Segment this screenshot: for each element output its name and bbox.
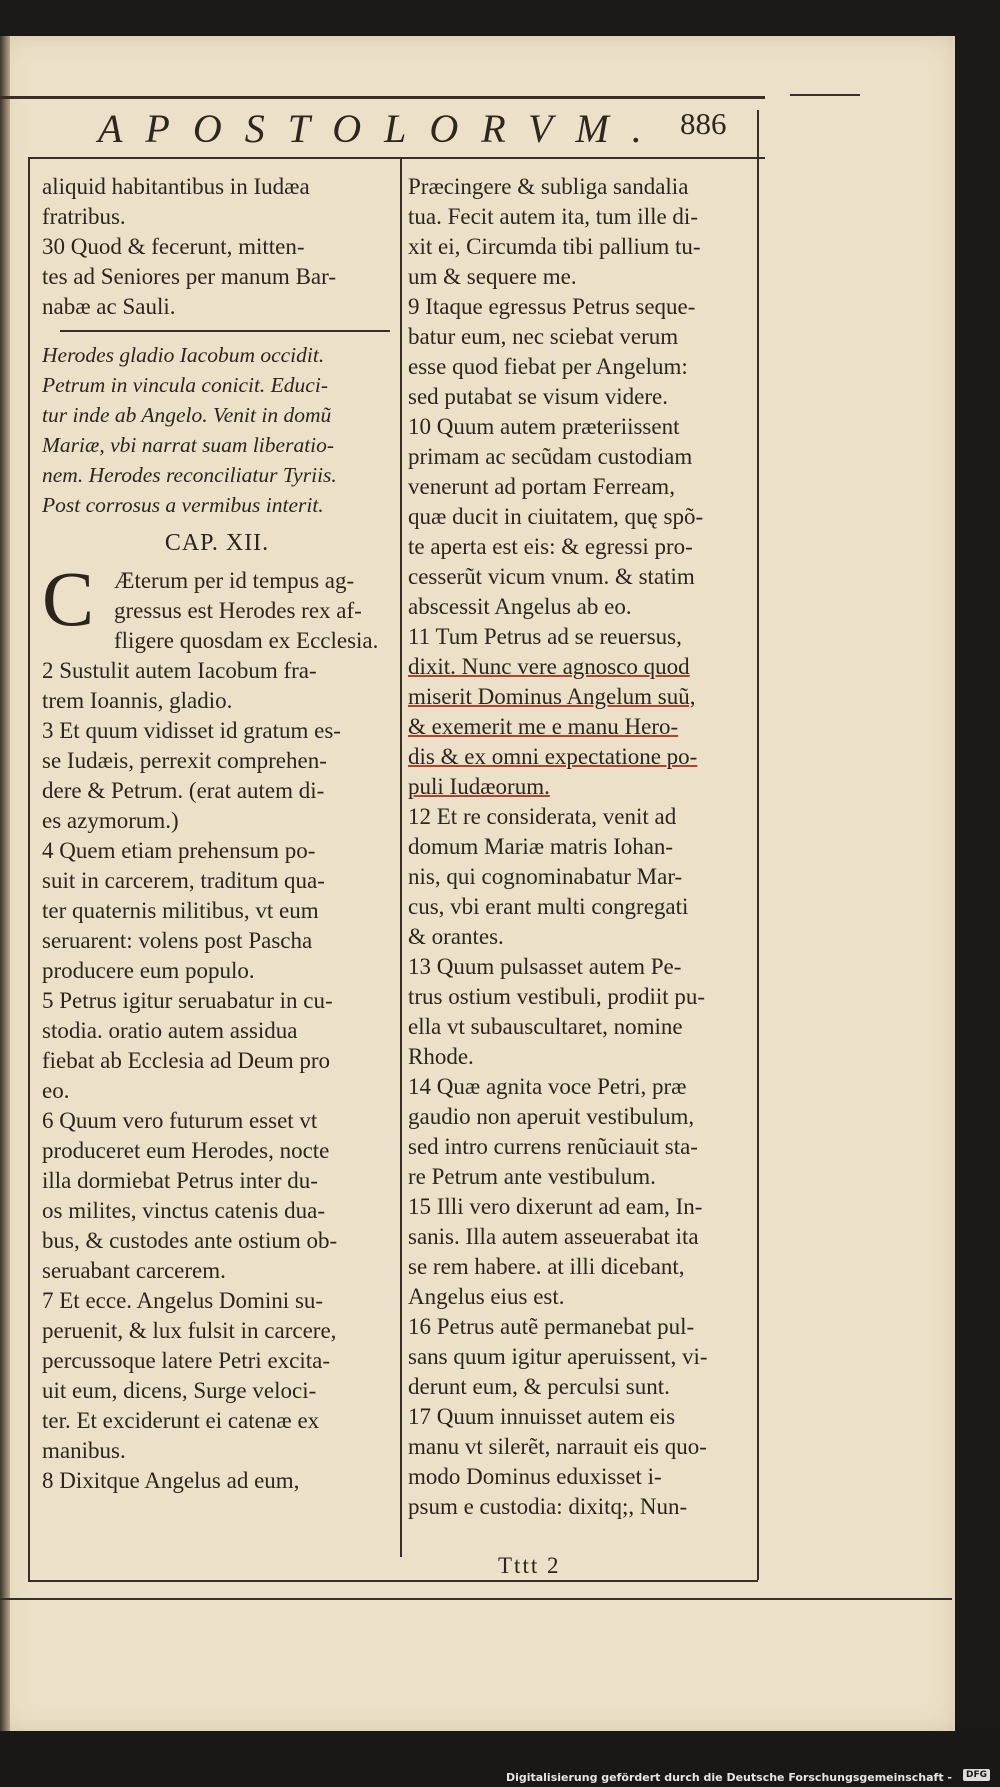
header-rule-right [790, 94, 860, 96]
text-line: 17 Quum innuisset autem eis [408, 1404, 676, 1429]
text-line: Post corrosus a vermibus interit. [42, 493, 324, 517]
text-line: 14 Quæ agnita voce Petri, præ [408, 1074, 687, 1099]
text-line: se rem habere. at illi dicebant, [408, 1254, 685, 1279]
text-line: os milites, vinctus catenis dua- [42, 1198, 325, 1223]
dfg-logo: DFG [963, 1769, 990, 1781]
text-line: gaudio non aperuit vestibulum, [408, 1104, 695, 1129]
signature-mark: Tttt 2 [498, 1553, 561, 1578]
text-line: domum Mariæ matris Iohan- [408, 834, 674, 859]
text-line: 4 Quem etiam prehensum po- [42, 838, 316, 863]
dropcap-lines [42, 555, 392, 656]
text-line: & orantes. [408, 924, 504, 949]
text-line: re Petrum ante vestibulum. [408, 1164, 656, 1189]
text-line: 16 Petrus autẽ permanebat pul- [408, 1314, 695, 1339]
text-line: trus ostium vestibuli, prodiit pu- [408, 984, 706, 1009]
text-line: se Iudæis, perrexit comprehen- [42, 748, 327, 773]
text-line: 13 Quum pulsasset autem Pe- [408, 954, 682, 979]
text-line: es azymorum.) [42, 808, 179, 833]
text-line: manu vt silerẽt, narrauit eis quo- [408, 1434, 707, 1459]
text-line: 9 Itaque egressus Petrus seque- [408, 294, 696, 319]
text-line: Herodes gladio Iacobum occidit. [42, 343, 325, 367]
right-column [408, 172, 753, 1522]
page-number: 886 [680, 106, 727, 141]
text-line: 3 Et quum vidisset id gratum es- [42, 718, 341, 743]
text-line: esse quod fiebat per Angelum: [408, 354, 688, 379]
text-line: sed intro currens renũciauit sta- [408, 1134, 698, 1159]
text-line: psum e custodia: dixitq;, Nun- [408, 1494, 688, 1519]
text-line: te aperta est eis: & egressi pro- [408, 534, 693, 559]
text-line: tua. Fecit autem ita, tum ille di- [408, 204, 698, 229]
text-line: fligere quosdam ex Ecclesia. [114, 628, 379, 653]
left-column [42, 172, 392, 1496]
text-line: sans quum igitur aperuissent, vi- [408, 1344, 708, 1369]
text-line: batur eum, nec sciebat verum [408, 324, 679, 349]
digitization-note: Digitalisierung gefördert durch die Deutsche Forschungsgemeinschaft - [505, 1771, 952, 1784]
text-line: 30 Quod & fecerunt, mitten- [42, 234, 305, 259]
text-line: 11 Tum Petrus ad se reuersus, [408, 624, 682, 649]
text-line: bus, & custodes ante ostium ob- [42, 1228, 338, 1253]
right-column-rule [757, 110, 759, 1580]
text-line: fiebat ab Ecclesia ad Deum pro [42, 1048, 331, 1073]
text-line: uit eum, dicens, Surge veloci- [42, 1378, 317, 1403]
text-line: Præcingere & subliga sandalia [408, 174, 689, 199]
chapter-summary [42, 340, 392, 520]
text-line: miserit Dominus Angelum suũ, [408, 684, 696, 709]
text-line: illa dormiebat Petrus inter du- [42, 1168, 318, 1193]
text-line: suit in carcerem, traditum qua- [42, 868, 325, 893]
text-line: sed putabat se visum videre. [408, 384, 668, 409]
text-line: nis, qui cognominabatur Mar- [408, 864, 683, 889]
text-line: producere eum populo. [42, 958, 255, 983]
header-rule-bottom [30, 157, 765, 159]
text-line: ter quaternis militibus, vt eum [42, 898, 319, 923]
text-line: 12 Et re considerata, venit ad [408, 804, 677, 829]
underlined-passage [408, 652, 753, 802]
footer-rule [0, 1598, 952, 1600]
center-column-rule [400, 157, 402, 1557]
text-line: percussoque latere Petri excita- [42, 1348, 331, 1373]
text-line: & exemerit me e manu Hero- [408, 714, 679, 739]
text-line: Angelus eius est. [408, 1284, 565, 1309]
text-line: produceret eum Herodes, nocte [42, 1138, 330, 1163]
text-line: Rhode. [408, 1044, 474, 1069]
bottom-rule [28, 1580, 758, 1582]
text-line: 8 Dixitque Angelus ad eum, [42, 1468, 300, 1493]
left-column-rule [28, 157, 30, 1582]
text-line: 15 Illi vero dixerunt ad eam, In- [408, 1194, 703, 1219]
text-line: 10 Quum autem præteriissent [408, 414, 680, 439]
text-line: Petrum in vincula conicit. Educi- [42, 373, 328, 397]
text-line: modo Dominus eduxisset i- [408, 1464, 662, 1489]
text-line: 5 Petrus igitur seruabatur in cu- [42, 988, 333, 1013]
text-line: dis & ex omni expectatione po- [408, 744, 698, 769]
text-line: trem Ioannis, gladio. [42, 688, 233, 713]
running-head: APOSTOLORVM. [98, 106, 665, 151]
text-line: derunt eum, & perculsi sunt. [408, 1374, 670, 1399]
text-line: nem. Herodes reconciliatur Tyriis. [42, 463, 337, 487]
text-line: venerunt ad portam Ferream, [408, 474, 675, 499]
text-line: puli Iudæorum. [408, 774, 550, 799]
chapter-heading: CAP. XII. [164, 530, 270, 556]
text-line: Æterum per id tempus ag- [114, 568, 355, 593]
header-rule-top [0, 96, 765, 99]
text-line: um & sequere me. [408, 264, 577, 289]
text-line: eo. [42, 1078, 70, 1103]
text-line: xit ei, Circumda tibi pallium tu- [408, 234, 701, 259]
text-line: 6 Quum vero futurum esset vt [42, 1108, 318, 1133]
text-line: quæ ducit in ciuitatem, quę spõ- [408, 504, 704, 529]
text-line: dixit. Nunc vere agnosco quod [408, 654, 690, 679]
verse-lines-a [408, 172, 753, 652]
text-line: tur inde ab Angelo. Venit in domũ [42, 403, 332, 427]
text-line: ella vt subauscultaret, nomine [408, 1014, 683, 1039]
text-line: gressus est Herodes rex af- [114, 598, 362, 623]
text-line: Mariæ, vbi narrat suam liberatio- [42, 433, 335, 457]
text-line: dere & Petrum. (erat autem di- [42, 778, 325, 803]
text-line: abscessit Angelus ab eo. [408, 594, 632, 619]
text-line: aliquid habitantibus in Iudæa [42, 174, 310, 199]
text-line: seruabant carcerem. [42, 1258, 226, 1283]
text-line: manibus. [42, 1438, 126, 1463]
verse-lines-b [408, 802, 753, 1522]
text-line: sanis. Illa autem asseuerabat ita [408, 1224, 699, 1249]
text-line: stodia. oratio autem assidua [42, 1018, 298, 1043]
section-divider [42, 322, 392, 340]
binding-edge [0, 36, 10, 1731]
text-line: seruarent: volens post Pascha [42, 928, 313, 953]
text-line: nabæ ac Sauli. [42, 294, 176, 319]
text-line: 2 Sustulit autem Iacobum fra- [42, 658, 317, 683]
verse-lines-top [42, 172, 392, 322]
text-line: cus, vbi erant multi congregati [408, 894, 689, 919]
dropcap-paragraph [42, 555, 392, 656]
verse-lines-body [42, 656, 392, 1496]
dropcap-letter: C [42, 555, 95, 642]
text-line: cesserũt vicum vnum. & statim [408, 564, 695, 589]
text-line: primam ac secũdam custodiam [408, 444, 693, 469]
text-line: tes ad Seniores per manum Bar- [42, 264, 336, 289]
text-line: ter. Et exciderunt ei catenæ ex [42, 1408, 320, 1433]
text-line: 7 Et ecce. Angelus Domini su- [42, 1288, 324, 1313]
text-line: peruenit, & lux fulsit in carcere, [42, 1318, 337, 1343]
text-line: fratribus. [42, 204, 126, 229]
